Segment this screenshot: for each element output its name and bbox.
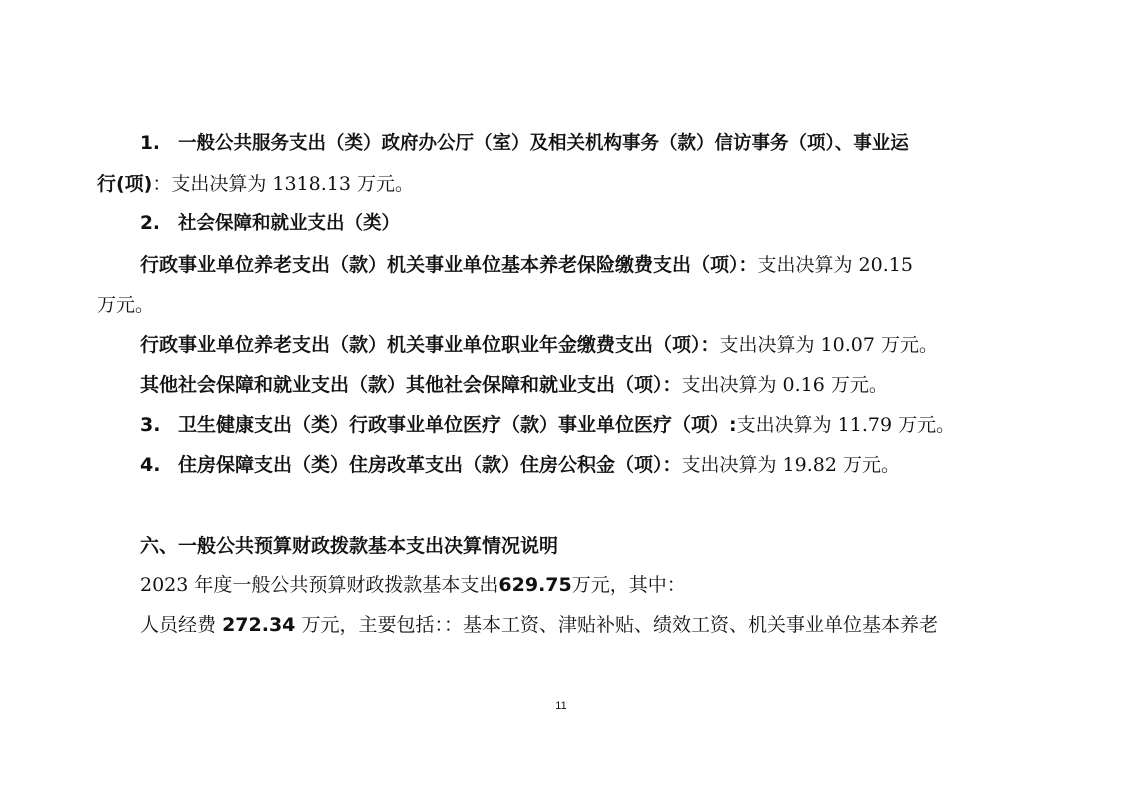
- item-4-line: [140, 453, 900, 477]
- item-number: 3.: [140, 414, 161, 436]
- item-heading-continuation: 行(项): [97, 173, 153, 195]
- sub-item-value: 支出决算为 10.07 万元。: [719, 334, 938, 356]
- item-heading: 一般公共服务支出（类）政府办公厅（室）及相关机构事务（款）信访事务（项）、事业运: [178, 133, 909, 154]
- sub-item-1-line-2: [97, 293, 154, 317]
- sub-item-label: 其他社会保障和就业支出（款）其他社会保障和就业支出（项）：: [140, 374, 682, 396]
- item-number: 2.: [140, 213, 160, 234]
- summary-suffix: 万元，其中：: [571, 574, 686, 596]
- sub-item-3: [140, 373, 888, 397]
- sub-item-value: 支出决算为 20.15: [757, 254, 913, 276]
- personnel-prefix: 人员经费: [140, 614, 217, 636]
- sub-item-1-line-1: [140, 253, 913, 277]
- item-label: 住房保障支出（类）住房改革支出（款）住房公积金（项）：: [178, 454, 682, 476]
- sub-item-label: 行政事业单位养老支出（款）机关事业单位职业年金缴费支出（项）：: [140, 334, 720, 356]
- item-amount-text: ：支出决算为 1318.13 万元。: [152, 173, 415, 195]
- personnel-suffix: 万元，主要包括：：基本工资、津贴补贴、绩效工资、机关事业单位基本养老: [301, 614, 938, 636]
- item-label: 卫生健康支出（类）行政事业单位医疗（款）事业单位医疗（项）:: [178, 414, 737, 436]
- sub-item-value: 支出决算为 0.16 万元。: [681, 374, 888, 396]
- sub-item-continuation: 万元。: [97, 294, 155, 316]
- summary-amount: 629.75: [498, 574, 572, 596]
- item-value: 支出决算为 11.79 万元。: [736, 414, 956, 436]
- page-number: 11: [555, 700, 567, 712]
- section-summary: [140, 573, 686, 597]
- sub-item-2: [140, 333, 938, 357]
- item-1-line-2: [97, 172, 414, 196]
- section-personnel: [140, 613, 938, 637]
- item-number: 4.: [140, 454, 161, 476]
- item-number: 1.: [140, 133, 160, 154]
- sub-item-label: 行政事业单位养老支出（款）机关事业单位基本养老保险缴费支出（项）：: [140, 254, 758, 276]
- item-2-line: [140, 212, 400, 236]
- item-value: 支出决算为 19.82 万元。: [681, 454, 900, 476]
- summary-prefix: 2023 年度一般公共预算财政拨款基本支出: [140, 574, 499, 596]
- item-3-line: [140, 413, 955, 437]
- personnel-amount: 272.34: [222, 614, 296, 636]
- section-title: 六、一般公共预算财政拨款基本支出决算情况说明: [140, 535, 559, 557]
- item-heading: 社会保障和就业支出（类）: [178, 213, 401, 234]
- item-1-line-1: [140, 132, 909, 156]
